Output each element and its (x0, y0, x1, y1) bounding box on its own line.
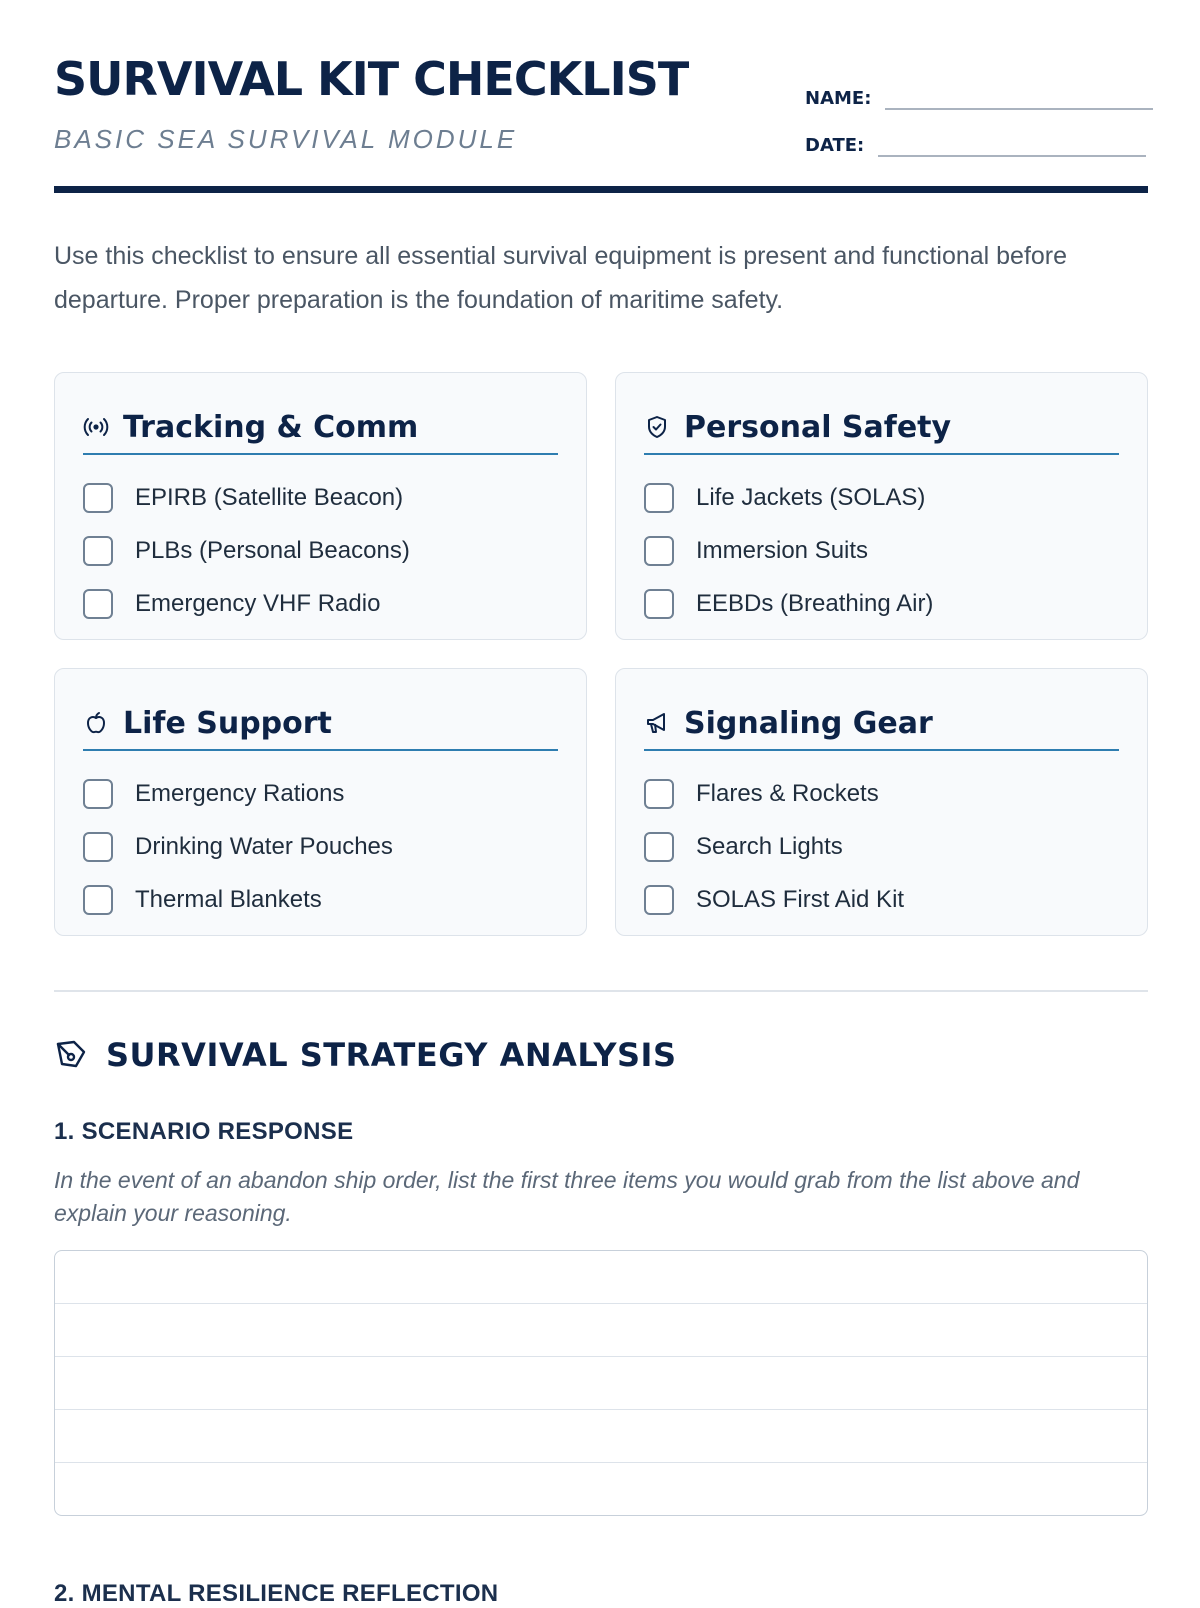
shield-check-icon (644, 414, 670, 440)
checklist-item (83, 873, 558, 926)
intro-text: Use this checklist to ensure all essential survival equipment is present and functional before departure. Proper preparation is the foundation of maritime safety. (54, 242, 1068, 314)
checklist-item (83, 577, 558, 630)
card-life-support (54, 668, 587, 936)
card-title: Personal Safety (684, 409, 952, 445)
name-input-line[interactable] (885, 82, 1153, 110)
question-1-prompt: In the event of an abandon ship order, list the first three items you would grab from the list above and explain your reasoning. (54, 1166, 1080, 1226)
checkbox[interactable] (644, 885, 674, 915)
card-personal-safety (615, 372, 1148, 640)
checklist-item (644, 577, 1119, 630)
card-title: Signaling Gear (684, 705, 933, 741)
name-label: NAME: (805, 88, 872, 109)
checkbox[interactable] (644, 589, 674, 619)
checklist-item-label: Emergency Rations (135, 779, 345, 807)
checklist-item-label: EEBDs (Breathing Air) (696, 589, 934, 617)
card-signaling-gear (615, 668, 1148, 936)
checkbox[interactable] (83, 589, 113, 619)
checklist-item-label: Thermal Blankets (135, 885, 322, 913)
header-divider (54, 186, 1148, 193)
radio-signal-icon (83, 414, 109, 440)
answer-line (55, 1251, 1147, 1304)
apple-icon (83, 710, 109, 736)
name-field (805, 82, 1153, 110)
checklist-item (644, 873, 1119, 926)
answer-line (55, 1463, 1147, 1516)
checklist-item (644, 471, 1119, 524)
question-1-title: 1. SCENARIO RESPONSE (54, 1117, 354, 1145)
checklist-item-label: Immersion Suits (696, 536, 869, 564)
checklist-item (83, 820, 558, 873)
checklist-grid (54, 372, 1148, 936)
checklist-item (83, 767, 558, 820)
checklist-item (83, 524, 558, 577)
checkbox[interactable] (644, 536, 674, 566)
answer-line (55, 1410, 1147, 1463)
checkbox[interactable] (644, 483, 674, 513)
checklist-item-label: EPIRB (Satellite Beacon) (135, 483, 404, 511)
date-label: DATE: (805, 135, 865, 156)
worksheet-page (54, 0, 1148, 1607)
checklist-item-label: Life Jackets (SOLAS) (696, 483, 926, 511)
checklist-item (644, 767, 1119, 820)
card-header (644, 697, 1119, 751)
card-title: Life Support (123, 705, 332, 741)
answer-line (55, 1357, 1147, 1410)
question-2-title: 2. MENTAL RESILIENCE REFLECTION (54, 1580, 499, 1607)
header (54, 0, 1148, 196)
checklist-item (644, 524, 1119, 577)
page-subtitle: BASIC SEA SURVIVAL MODULE (54, 124, 518, 154)
checkbox[interactable] (83, 536, 113, 566)
checklist-item-label: PLBs (Personal Beacons) (135, 536, 410, 564)
section-divider (54, 990, 1148, 992)
card-title: Tracking & Comm (123, 409, 419, 445)
card-header (83, 697, 558, 751)
page-title: SURVIVAL KIT CHECKLIST (54, 52, 689, 106)
checklist-item (644, 820, 1119, 873)
checkbox[interactable] (83, 885, 113, 915)
checklist-item-label: Emergency VHF Radio (135, 589, 381, 617)
megaphone-icon (644, 710, 670, 736)
date-input-line[interactable] (878, 129, 1146, 157)
checkbox[interactable] (644, 779, 674, 809)
pen-nib-icon (54, 1038, 88, 1072)
card-header (644, 401, 1119, 455)
checkbox[interactable] (644, 832, 674, 862)
checklist-item (83, 471, 558, 524)
analysis-header (54, 1036, 1148, 1074)
checkbox[interactable] (83, 779, 113, 809)
checkbox[interactable] (83, 832, 113, 862)
checklist-item-label: Search Lights (696, 832, 843, 860)
checklist-item-label: SOLAS First Aid Kit (696, 885, 905, 913)
analysis-title: SURVIVAL STRATEGY ANALYSIS (106, 1035, 677, 1074)
date-field (805, 129, 1146, 157)
answer-line (55, 1304, 1147, 1357)
card-tracking-comm (54, 372, 587, 640)
answer-box[interactable] (54, 1250, 1148, 1516)
card-header (83, 401, 558, 455)
checklist-item-label: Flares & Rockets (696, 779, 879, 807)
checkbox[interactable] (83, 483, 113, 513)
checklist-item-label: Drinking Water Pouches (135, 832, 393, 860)
